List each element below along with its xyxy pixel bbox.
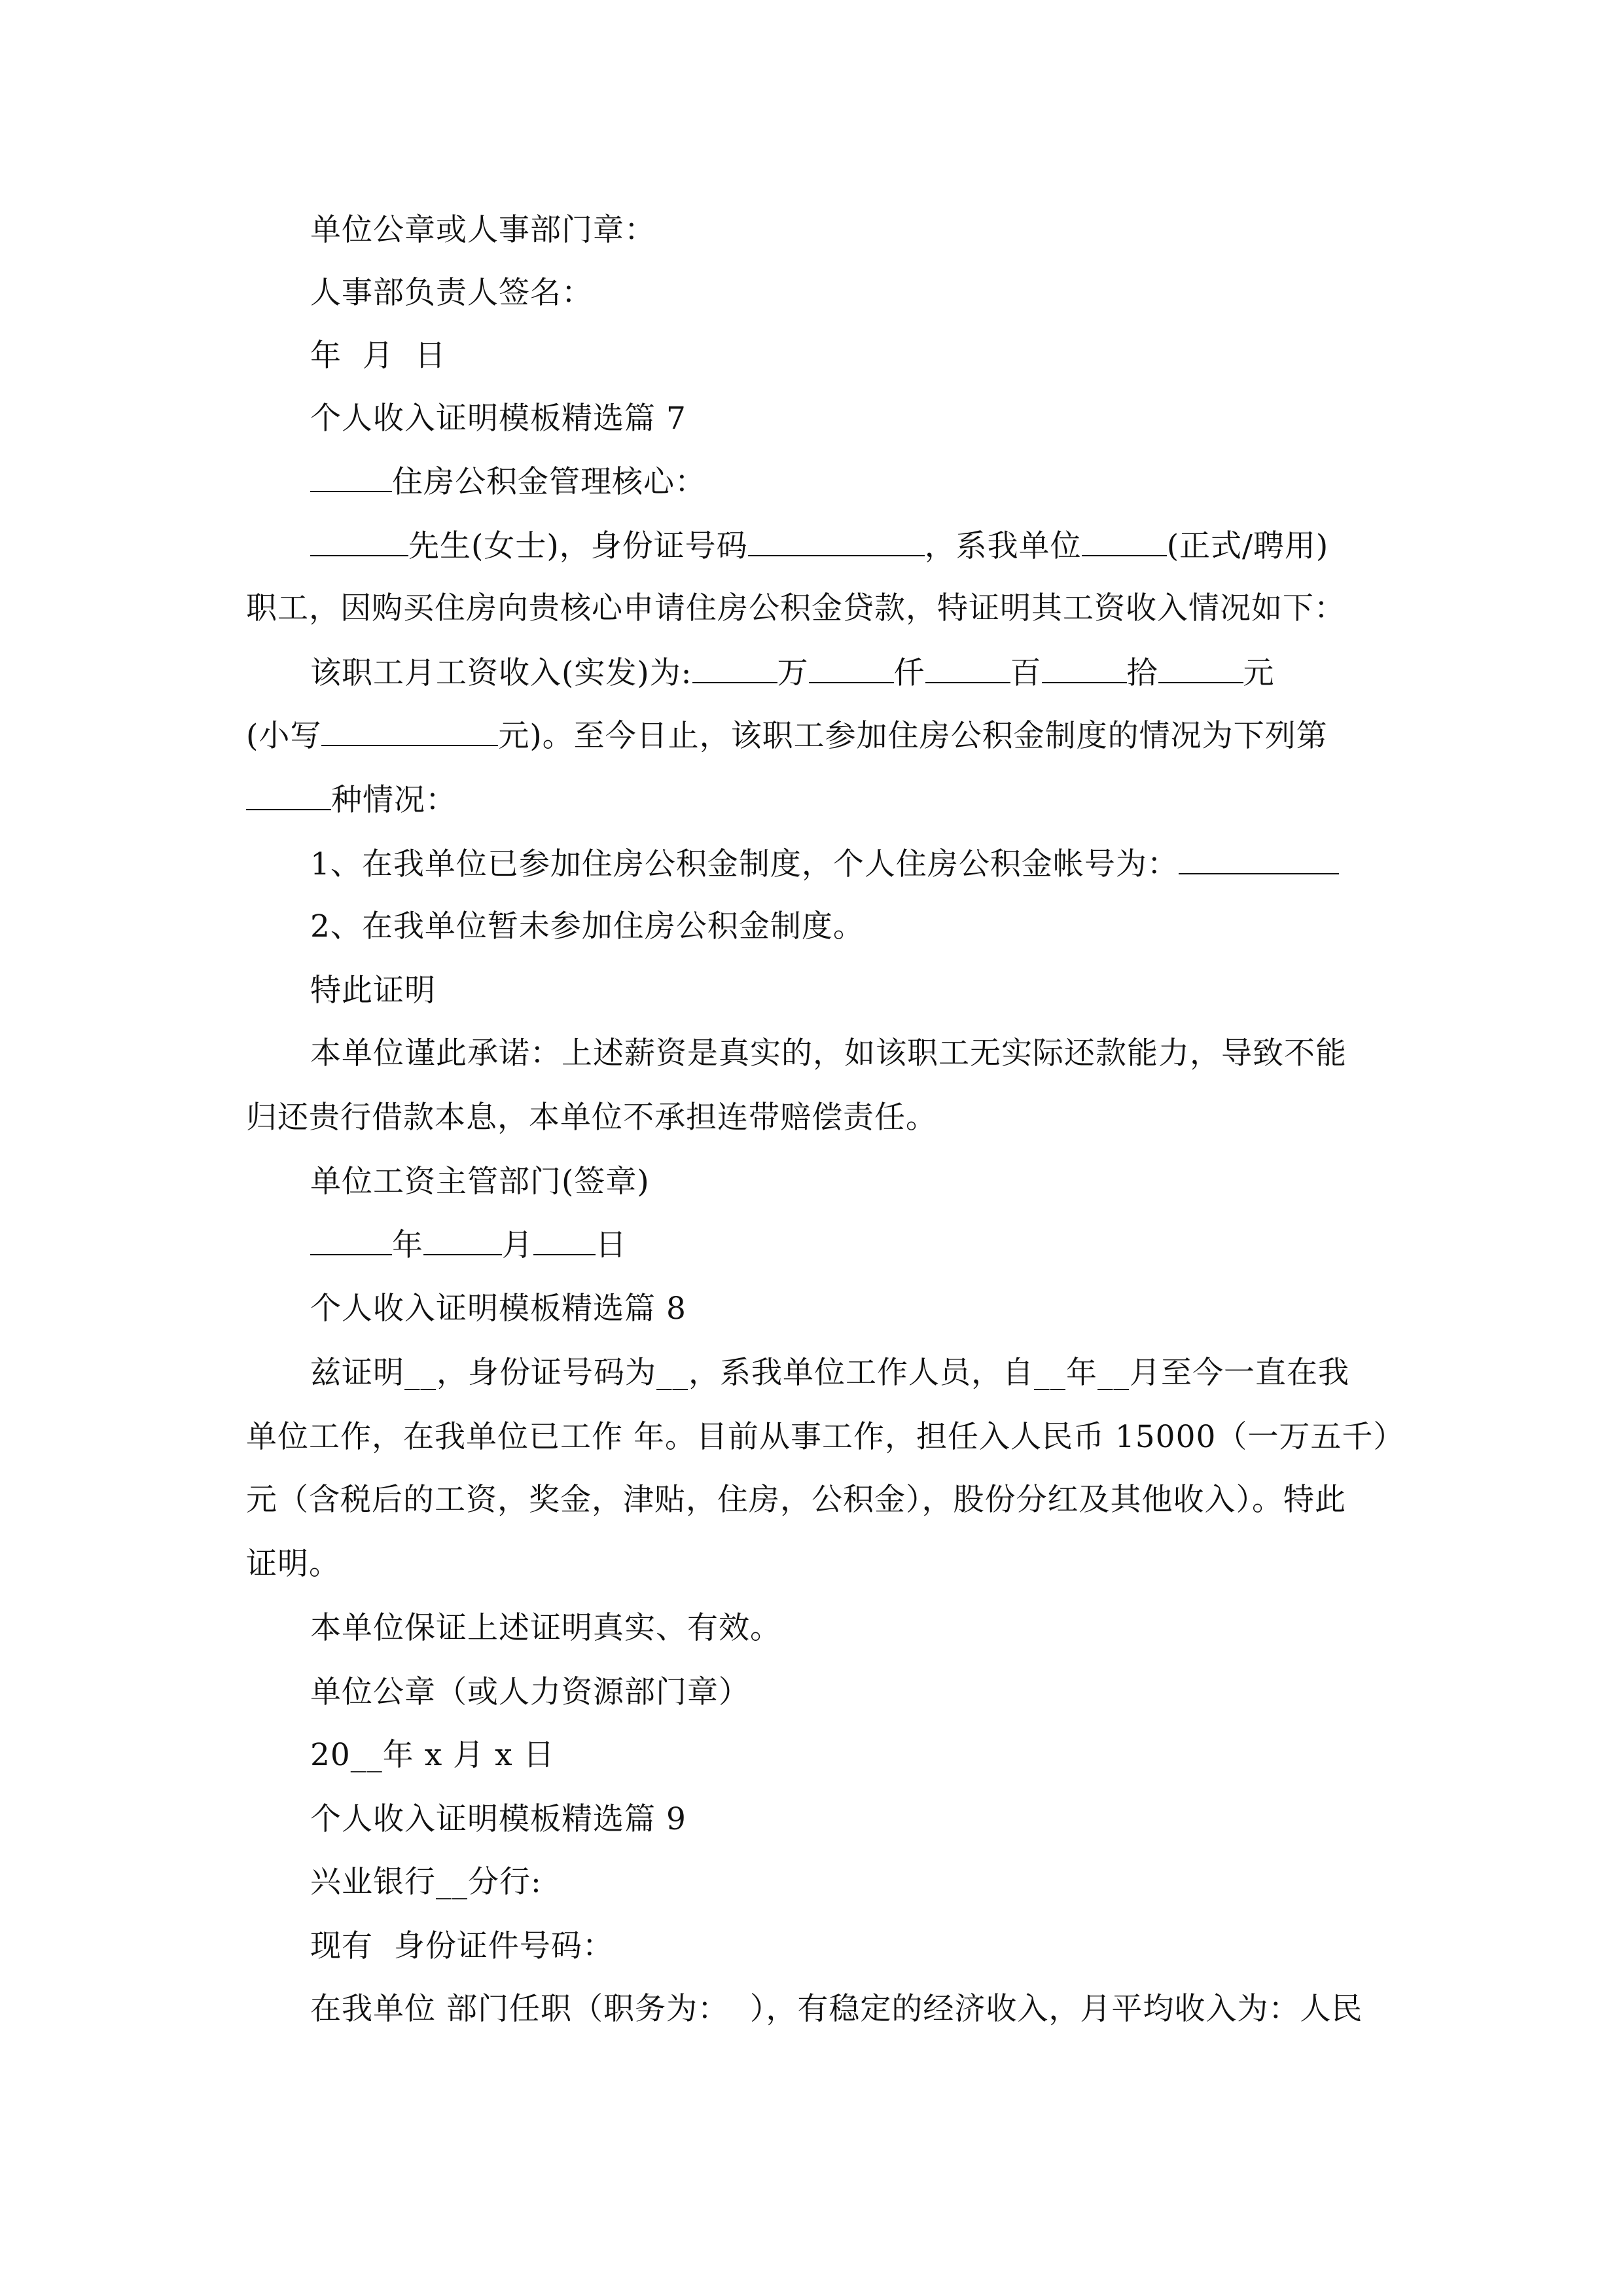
blank-line bbox=[310, 462, 392, 492]
text-line-employee-id bbox=[310, 526, 1377, 565]
section-heading-8 bbox=[310, 1289, 1377, 1329]
text: 元)。至今日止，该职工参加住房公积金制度的情况为下列第 bbox=[498, 718, 1328, 754]
text: 特此证明 bbox=[310, 973, 436, 1009]
text-line-date-20 bbox=[310, 1736, 1377, 1775]
text: 单位工作，在我单位已工作 年。目前从事工作，担任入人民币 15000（一万五千） bbox=[246, 1419, 1405, 1455]
text: 单位公章或人事部门章： bbox=[310, 212, 656, 248]
text: 种情况： bbox=[331, 782, 457, 818]
text-line-salary-amount bbox=[310, 653, 1377, 692]
blank-line bbox=[1082, 526, 1167, 556]
text-line-bank bbox=[310, 1863, 1377, 1902]
text: 月 bbox=[502, 1227, 533, 1263]
text: 人事部负责人签名： bbox=[310, 275, 593, 311]
text: 兴业银行__分行: bbox=[310, 1864, 542, 1900]
text: 归还贵行借款本息，本单位不承担连带赔偿责任。 bbox=[246, 1100, 937, 1136]
blank-line bbox=[925, 653, 1010, 683]
text-line-hr-signature bbox=[310, 274, 1377, 313]
text-line-purpose bbox=[246, 589, 1378, 628]
text: 元 bbox=[1243, 655, 1275, 691]
text: 个人收入证明模板精选篇 8 bbox=[310, 1291, 687, 1327]
text-line-work-duration bbox=[246, 1418, 1405, 1457]
blank-line bbox=[321, 716, 498, 746]
text: (小写 bbox=[246, 718, 322, 754]
blank-line bbox=[310, 1225, 392, 1255]
text: (正式/聘用) bbox=[1166, 528, 1329, 564]
text: 元（含税后的工资，奖金，津贴，住房，公积金），股份分红及其他收入）。特此 bbox=[246, 1482, 1346, 1518]
text: 百 bbox=[1010, 655, 1042, 691]
text: 在我单位 部门任职（职务为： ），有稳定的经济收入，月平均收入为：人民 bbox=[310, 1991, 1363, 2027]
text-line-income-detail bbox=[246, 1480, 1378, 1520]
blank-line bbox=[533, 1225, 596, 1255]
text: 1、在我单位已参加住房公积金制度，个人住房公积金帐号为： bbox=[310, 846, 1179, 882]
text: 单位工资主管部门(签章) bbox=[310, 1164, 650, 1200]
text-line-option-2 bbox=[310, 907, 1377, 946]
text: 20__年 x 月 x 日 bbox=[310, 1737, 555, 1773]
blank-line bbox=[1179, 844, 1339, 874]
text-line-certify bbox=[310, 971, 1377, 1011]
text: 证明。 bbox=[246, 1546, 340, 1582]
text: 年 月 日 bbox=[310, 338, 446, 374]
text-line-id-number bbox=[310, 1927, 1377, 1966]
text-line-fund-center bbox=[310, 462, 1377, 501]
text-line-proof bbox=[246, 1545, 1378, 1584]
text-line-situation bbox=[246, 780, 1378, 819]
text-line-department bbox=[310, 1990, 1377, 2029]
text-line-guarantee bbox=[310, 1609, 1377, 1648]
text-line-option-1 bbox=[310, 844, 1377, 884]
text-line-lowercase-amount bbox=[246, 716, 1378, 755]
blank-line bbox=[1042, 653, 1127, 683]
text-line-certify-employee bbox=[310, 1354, 1377, 1393]
blank-line bbox=[692, 653, 777, 683]
text: 个人收入证明模板精选篇 7 bbox=[310, 401, 687, 437]
text-line-payroll-dept bbox=[310, 1162, 1377, 1202]
text-line-date bbox=[310, 336, 1377, 376]
text-line-seal-hr bbox=[310, 1673, 1377, 1712]
text: 单位公章（或人力资源部门章） bbox=[310, 1674, 750, 1710]
text-line-commitment bbox=[310, 1034, 1377, 1073]
text: 本单位保证上述证明真实、有效。 bbox=[310, 1610, 781, 1646]
blank-line bbox=[748, 526, 925, 556]
text: 拾 bbox=[1126, 655, 1158, 691]
blank-line bbox=[246, 780, 331, 810]
text: 仟 bbox=[893, 655, 925, 691]
text: 先生(女士)，身份证号码 bbox=[408, 528, 748, 564]
text: 日 bbox=[596, 1227, 627, 1263]
section-heading-9 bbox=[310, 1800, 1377, 1839]
text: 现有 身份证件号码： bbox=[310, 1928, 614, 1964]
text: 年 bbox=[392, 1227, 423, 1263]
text: ，系我单位 bbox=[924, 528, 1082, 564]
blank-line bbox=[423, 1225, 502, 1255]
text: 该职工月工资收入(实发)为: bbox=[310, 655, 692, 691]
text: 万 bbox=[777, 655, 809, 691]
text-line-liability bbox=[246, 1098, 1378, 1138]
text-line-date-blanks bbox=[310, 1225, 1377, 1265]
text: 2、在我单位暂未参加住房公积金制度。 bbox=[310, 908, 865, 944]
text: 兹证明__，身份证号码为__，系我单位工作人员，自__年__月至今一直在我 bbox=[310, 1355, 1349, 1391]
text: 职工，因购买住房向贵核心申请住房公积金贷款，特证明其工资收入情况如下： bbox=[246, 590, 1346, 626]
blank-line bbox=[1158, 653, 1243, 683]
blank-line bbox=[809, 653, 894, 683]
section-heading-7 bbox=[310, 399, 1377, 439]
text-line-company-seal bbox=[310, 211, 1377, 250]
blank-line bbox=[310, 526, 408, 556]
text: 本单位谨此承诺：上述薪资是真实的，如该职工无实际还款能力，导致不能 bbox=[310, 1035, 1347, 1071]
text: 个人收入证明模板精选篇 9 bbox=[310, 1801, 687, 1837]
text: 住房公积金管理核心： bbox=[392, 464, 706, 500]
